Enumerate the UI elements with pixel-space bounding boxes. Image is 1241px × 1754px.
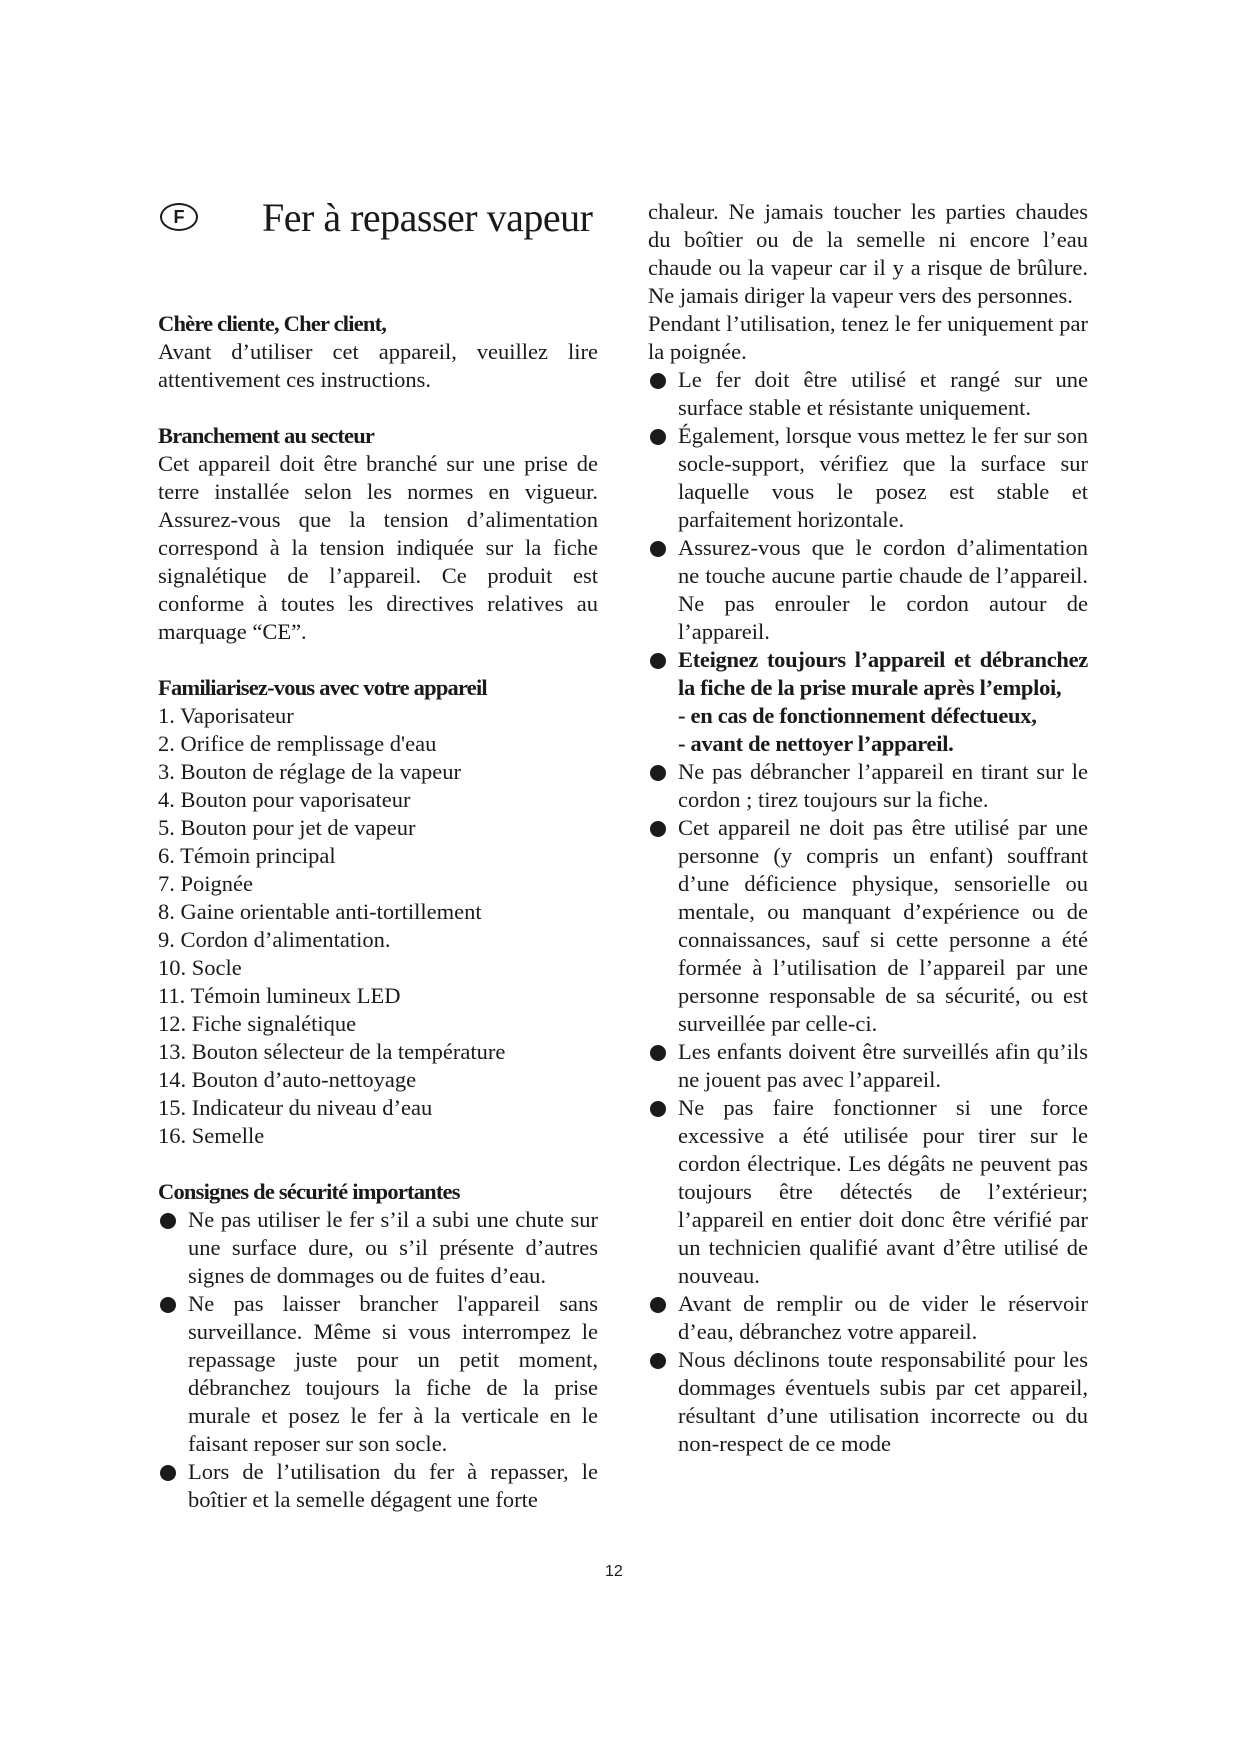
list-item-text: Ne pas laisser brancher l'appareil sans surveillance. Même si vous interrompez le repassage juste pour un petit moment, débranchez toujours la fiche de la prise murale et posez le fer à la verticale en le faisant reposer sur son socle. bbox=[188, 1291, 598, 1456]
bullet-icon bbox=[160, 1465, 176, 1481]
bullet-icon bbox=[160, 1213, 176, 1229]
list-item bbox=[158, 1206, 598, 1290]
list-item: 3. Bouton de réglage de la vapeur bbox=[158, 759, 462, 784]
list-item bbox=[648, 1094, 1088, 1290]
list-item: 6. Témoin principal bbox=[158, 843, 336, 868]
mains-heading: Branchement au secteur bbox=[158, 423, 375, 448]
language-badge: F bbox=[160, 203, 198, 231]
list-item: 14. Bouton d’auto-nettoyage bbox=[158, 1067, 417, 1092]
parts-list bbox=[158, 702, 598, 1150]
list-item bbox=[648, 1290, 1088, 1346]
list-item-text: Avant de remplir ou de vider le réservoir d’eau, débranchez votre appareil. bbox=[678, 1291, 1088, 1344]
list-item bbox=[648, 814, 1088, 1038]
bullet-icon bbox=[650, 541, 666, 557]
bullet-icon bbox=[650, 373, 666, 389]
list-item: 7. Poignée bbox=[158, 871, 253, 896]
bullet-icon bbox=[650, 1297, 666, 1313]
bullet-icon bbox=[160, 1297, 176, 1313]
bullet-icon bbox=[650, 1353, 666, 1369]
parts-section bbox=[158, 674, 598, 1150]
page-title: Fer à repasser vapeur bbox=[262, 195, 593, 240]
list-item-text: Les enfants doivent être surveillés afin qu’ils ne jouent pas avec l’appareil. bbox=[678, 1039, 1088, 1092]
list-item-text: Ne pas utiliser le fer s’il a subi une chute sur une surface dure, ou s’il présente d’autres signes de dommages ou de fuites d’eau. bbox=[188, 1207, 598, 1288]
list-item-bold bbox=[648, 646, 1088, 758]
bullet-icon bbox=[650, 821, 666, 837]
parts-heading: Familiarisez-vous avec votre appareil bbox=[158, 675, 487, 700]
list-item-text: Assurez-vous que le cordon d’alimentation ne touche aucune partie chaude de l’appareil. Ne pas enrouler le cordon autour de l’appareil. bbox=[678, 535, 1088, 644]
list-item bbox=[158, 1290, 598, 1458]
bullet-icon bbox=[650, 1045, 666, 1061]
safety-heading: Consignes de sécurité importantes bbox=[158, 1179, 460, 1204]
list-item: 2. Orifice de remplissage d'eau bbox=[158, 731, 437, 756]
right-column bbox=[648, 198, 1088, 1458]
safety-continuation-2: Pendant l’utilisation, tenez le fer uniquement par la poignée. bbox=[648, 311, 1088, 364]
list-item bbox=[648, 366, 1088, 422]
list-item-text: Lors de l’utilisation du fer à repasser, le boîtier et la semelle dégagent une forte bbox=[188, 1459, 598, 1512]
list-item: 8. Gaine orientable anti-tortillement bbox=[158, 899, 482, 924]
list-item-text: Cet appareil ne doit pas être utilisé par une personne (y compris un enfant) souffrant d’une déficience physique, sensorielle ou mentale, ou manquant d’expérience ou de connaissances, sauf si cette personne a été formée à l’utilisation de l’appareil par une personne responsable de sa sécurité, ou est surveillée par celle-ci. bbox=[678, 815, 1088, 1036]
safety-list-right bbox=[648, 366, 1088, 1458]
list-item-text: Ne pas faire fonctionner si une force excessive a été utilisée pour tirer sur le cordon électrique. Les dégâts ne peuvent pas toujours être détectés de l’extérieur; l’appareil en entier doit donc être vérifié par un technicien qualifié avant d’être utilisé de nouveau. bbox=[678, 1095, 1088, 1288]
list-item-text: Le fer doit être utilisé et rangé sur une surface stable et résistante uniquement. bbox=[678, 367, 1088, 420]
list-item bbox=[648, 534, 1088, 646]
bullet-icon bbox=[650, 1101, 666, 1117]
list-item-text: Ne pas débrancher l’appareil en tirant sur le cordon ; tirez toujours sur la fiche. bbox=[678, 759, 1088, 812]
list-item: 12. Fiche signalétique bbox=[158, 1011, 357, 1036]
greeting-section bbox=[158, 310, 598, 394]
list-item: 16. Semelle bbox=[158, 1123, 265, 1148]
safety-list-left bbox=[158, 1206, 598, 1514]
list-subitem: - en cas de fonctionnement défectueux, bbox=[678, 703, 1037, 728]
list-item bbox=[158, 1458, 598, 1514]
list-item: 11. Témoin lumineux LED bbox=[158, 983, 401, 1008]
greeting-heading: Chère cliente, Cher client, bbox=[158, 311, 387, 336]
mains-text: Cet appareil doit être branché sur une prise de terre installée selon les normes en vigueur. Assurez-vous que la tension d’alimentation correspond à la tension indiquée sur la fiche signalétique de l’appareil. Ce produit est conforme à toutes les directives relatives au marquage “CE”. bbox=[158, 451, 598, 644]
bullet-icon bbox=[650, 429, 666, 445]
page-number: 12 bbox=[605, 1563, 623, 1580]
list-item: 13. Bouton sélecteur de la température bbox=[158, 1039, 506, 1064]
list-item: 10. Socle bbox=[158, 955, 242, 980]
list-item: 9. Cordon d’alimentation. bbox=[158, 927, 391, 952]
list-item-text: Également, lorsque vous mettez le fer sur son socle-support, vérifiez que la surface sur laquelle vous le posez est stable et parfaitement horizontale. bbox=[678, 423, 1088, 532]
safety-continuation: chaleur. Ne jamais toucher les parties chaudes du boîtier ou de la semelle ni encore l’eau chaude ou la vapeur car il y a risque de brûlure. Ne jamais diriger la vapeur vers des personnes. bbox=[648, 199, 1088, 308]
list-item-text: Nous déclinons toute responsabilité pour les dommages éventuels subis par cet appareil, résultant d’une utilisation incorrecte ou du non-respect de ce mode bbox=[678, 1347, 1088, 1456]
safety-section bbox=[158, 1178, 598, 1514]
list-item: 1. Vaporisateur bbox=[158, 703, 294, 728]
list-subitem: - avant de nettoyer l’appareil. bbox=[678, 731, 954, 756]
bullet-icon bbox=[650, 653, 666, 669]
list-item bbox=[648, 758, 1088, 814]
list-item bbox=[648, 1346, 1088, 1458]
list-item bbox=[648, 422, 1088, 534]
list-item bbox=[648, 1038, 1088, 1094]
list-item: 15. Indicateur du niveau d’eau bbox=[158, 1095, 433, 1120]
mains-section bbox=[158, 422, 598, 646]
list-item: 4. Bouton pour vaporisateur bbox=[158, 787, 411, 812]
list-item: 5. Bouton pour jet de vapeur bbox=[158, 815, 416, 840]
list-item-text: Eteignez toujours l’appareil et débranchez la fiche de la prise murale après l’emploi, bbox=[678, 647, 1088, 700]
greeting-text: Avant d’utiliser cet appareil, veuillez lire attentivement ces instructions. bbox=[158, 339, 598, 392]
bullet-icon bbox=[650, 765, 666, 781]
left-column bbox=[158, 310, 598, 1514]
